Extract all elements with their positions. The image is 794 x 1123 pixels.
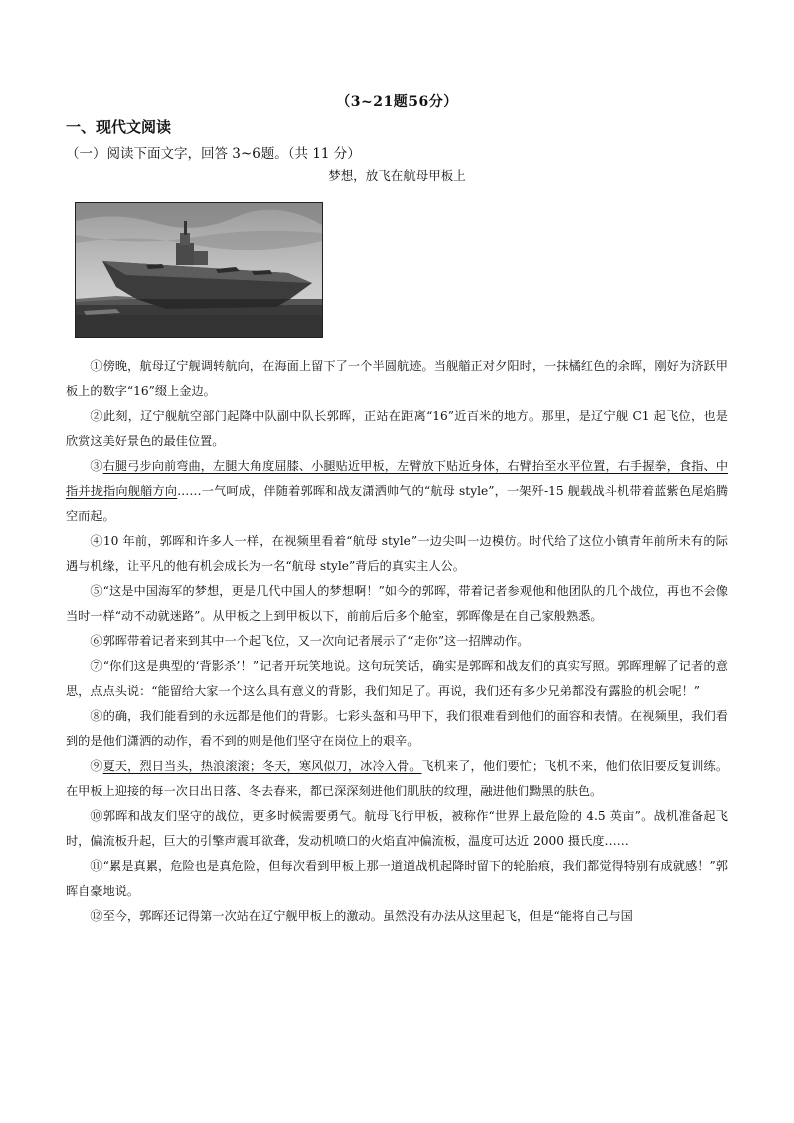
aircraft-carrier-photo (75, 202, 323, 338)
article-paragraph (66, 754, 728, 804)
article-paragraph (66, 704, 728, 754)
section-title: 一、现代文阅读 (66, 118, 172, 136)
article-title: 梦想，放飞在航母甲板上 (328, 168, 466, 183)
article-paragraph (66, 804, 728, 854)
paragraph-text: ④10 年前，郭晖和许多人一样，在视频里看着“航母 style”一边尖叫一边模仿。时代给了这位小镇青年前所未有的际遇与机缘，让平凡的他有机会成长为一名“航母 style”背后的真实主人公。 (66, 534, 728, 573)
article-paragraph (66, 579, 728, 629)
paragraph-text: ……一气呵成，伴随着郭晖和战友潇洒帅气的“航母 style”，一架歼-15 舰载战斗机带着蓝紫色尾焰腾空而起。 (66, 484, 729, 523)
article-paragraph (66, 404, 728, 454)
article-paragraph (66, 354, 728, 404)
paragraph-text: ⑤“这是中国海军的梦想，更是几代中国人的梦想啊！”如今的郭晖，带着记者参观他和他团队的几个战位，再也不会像当时一样“动不动就迷路”。从甲板之上到甲板以下，前前后后多个舱室，郭晖像是在自己家般熟悉。 (66, 584, 728, 623)
paragraph-text: ②此刻，辽宁舰航空部门起降中队副中队长郭晖，正站在距离“16”近百米的地方。那里，是辽宁舰 C1 起飞位，也是欣赏这美好景色的最佳位置。 (66, 409, 728, 448)
paragraph-text: ⑦“你们这是典型的‘背影杀’！”记者开玩笑地说。这句玩笑话，确实是郭晖和战友们的真实写照。郭晖理解了记者的意思，点点头说：“能留给大家一个这么具有意义的背影，我们知足了。再说，我们还有多少兄弟都没有露脸的机会呢！” (66, 659, 728, 698)
article-paragraph (66, 654, 728, 704)
paragraph-text: ⑨ (90, 759, 103, 773)
article-paragraph (66, 629, 728, 654)
article-paragraph (66, 854, 728, 904)
article-paragraph (66, 529, 728, 579)
paragraph-text: ⑧的确，我们能看到的永远都是他们的背影。七彩头盔和马甲下，我们很难看到他们的面容和表情。在视频里，我们看到的是他们潇洒的动作，看不到的则是他们坚守在岗位上的艰辛。 (66, 709, 728, 748)
underlined-text: 右腿弓步向前弯曲，左腿大角度屈膝、小腿贴近甲板，左臂放下贴近身体，右臂抬至水平位置，右手握拳，食指、中指并拢指向舰艏方向 (66, 459, 729, 498)
paragraph-text: ⑩郭晖和战友们坚守的战位，更多时候需要勇气。航母飞行甲板，被称作“世界上最危险的 4.5 英亩”。战机准备起飞时，偏流板升起，巨大的引擎声震耳欲聋，发动机喷口的火焰直冲偏流板，温度可达近 2000 摄氏度…… (66, 809, 728, 848)
score-heading: （3~21题56分） (336, 94, 458, 110)
paragraph-text: ⑪“累是真累，危险也是真危险，但每次看到甲板上那一道道战机起降时留下的轮胎痕，我们都觉得特别有成就感！”郭晖自豪地说。 (66, 859, 728, 898)
underlined-text: 夏天，烈日当头，热浪滚滚；冬天，寒风似刀，冰冷入骨。 (102, 759, 422, 773)
article-body (66, 354, 728, 929)
article-paragraph (66, 904, 728, 929)
paragraph-text: 飞机来了，他们要忙；飞机不来，他们依旧要反复训练。在甲板上迎接的每一次日出日落、冬去春来，都已深深刻进他们肌肤的纹理，融进他们黝黑的肤色。 (66, 759, 729, 798)
question-instruction: （一）阅读下面文字，回答 3~6题。（共 11 分） (66, 146, 361, 162)
article-paragraph (66, 454, 728, 529)
paragraph-text: ⑫至今，郭晖还记得第一次站在辽宁舰甲板上的激动。虽然没有办法从这里起飞，但是“能将自己与国 (90, 909, 633, 923)
paragraph-text: ⑥郭晖带着记者来到其中一个起飞位，又一次向记者展示了“走你”这一招牌动作。 (90, 634, 530, 648)
paragraph-text: ③ (90, 459, 103, 473)
paragraph-text: ①傍晚，航母辽宁舰调转航向，在海面上留下了一个半圆航迹。当舰艏正对夕阳时，一抹橘红色的余晖，刚好为济跃甲板上的数字“16”缀上金边。 (66, 359, 728, 398)
